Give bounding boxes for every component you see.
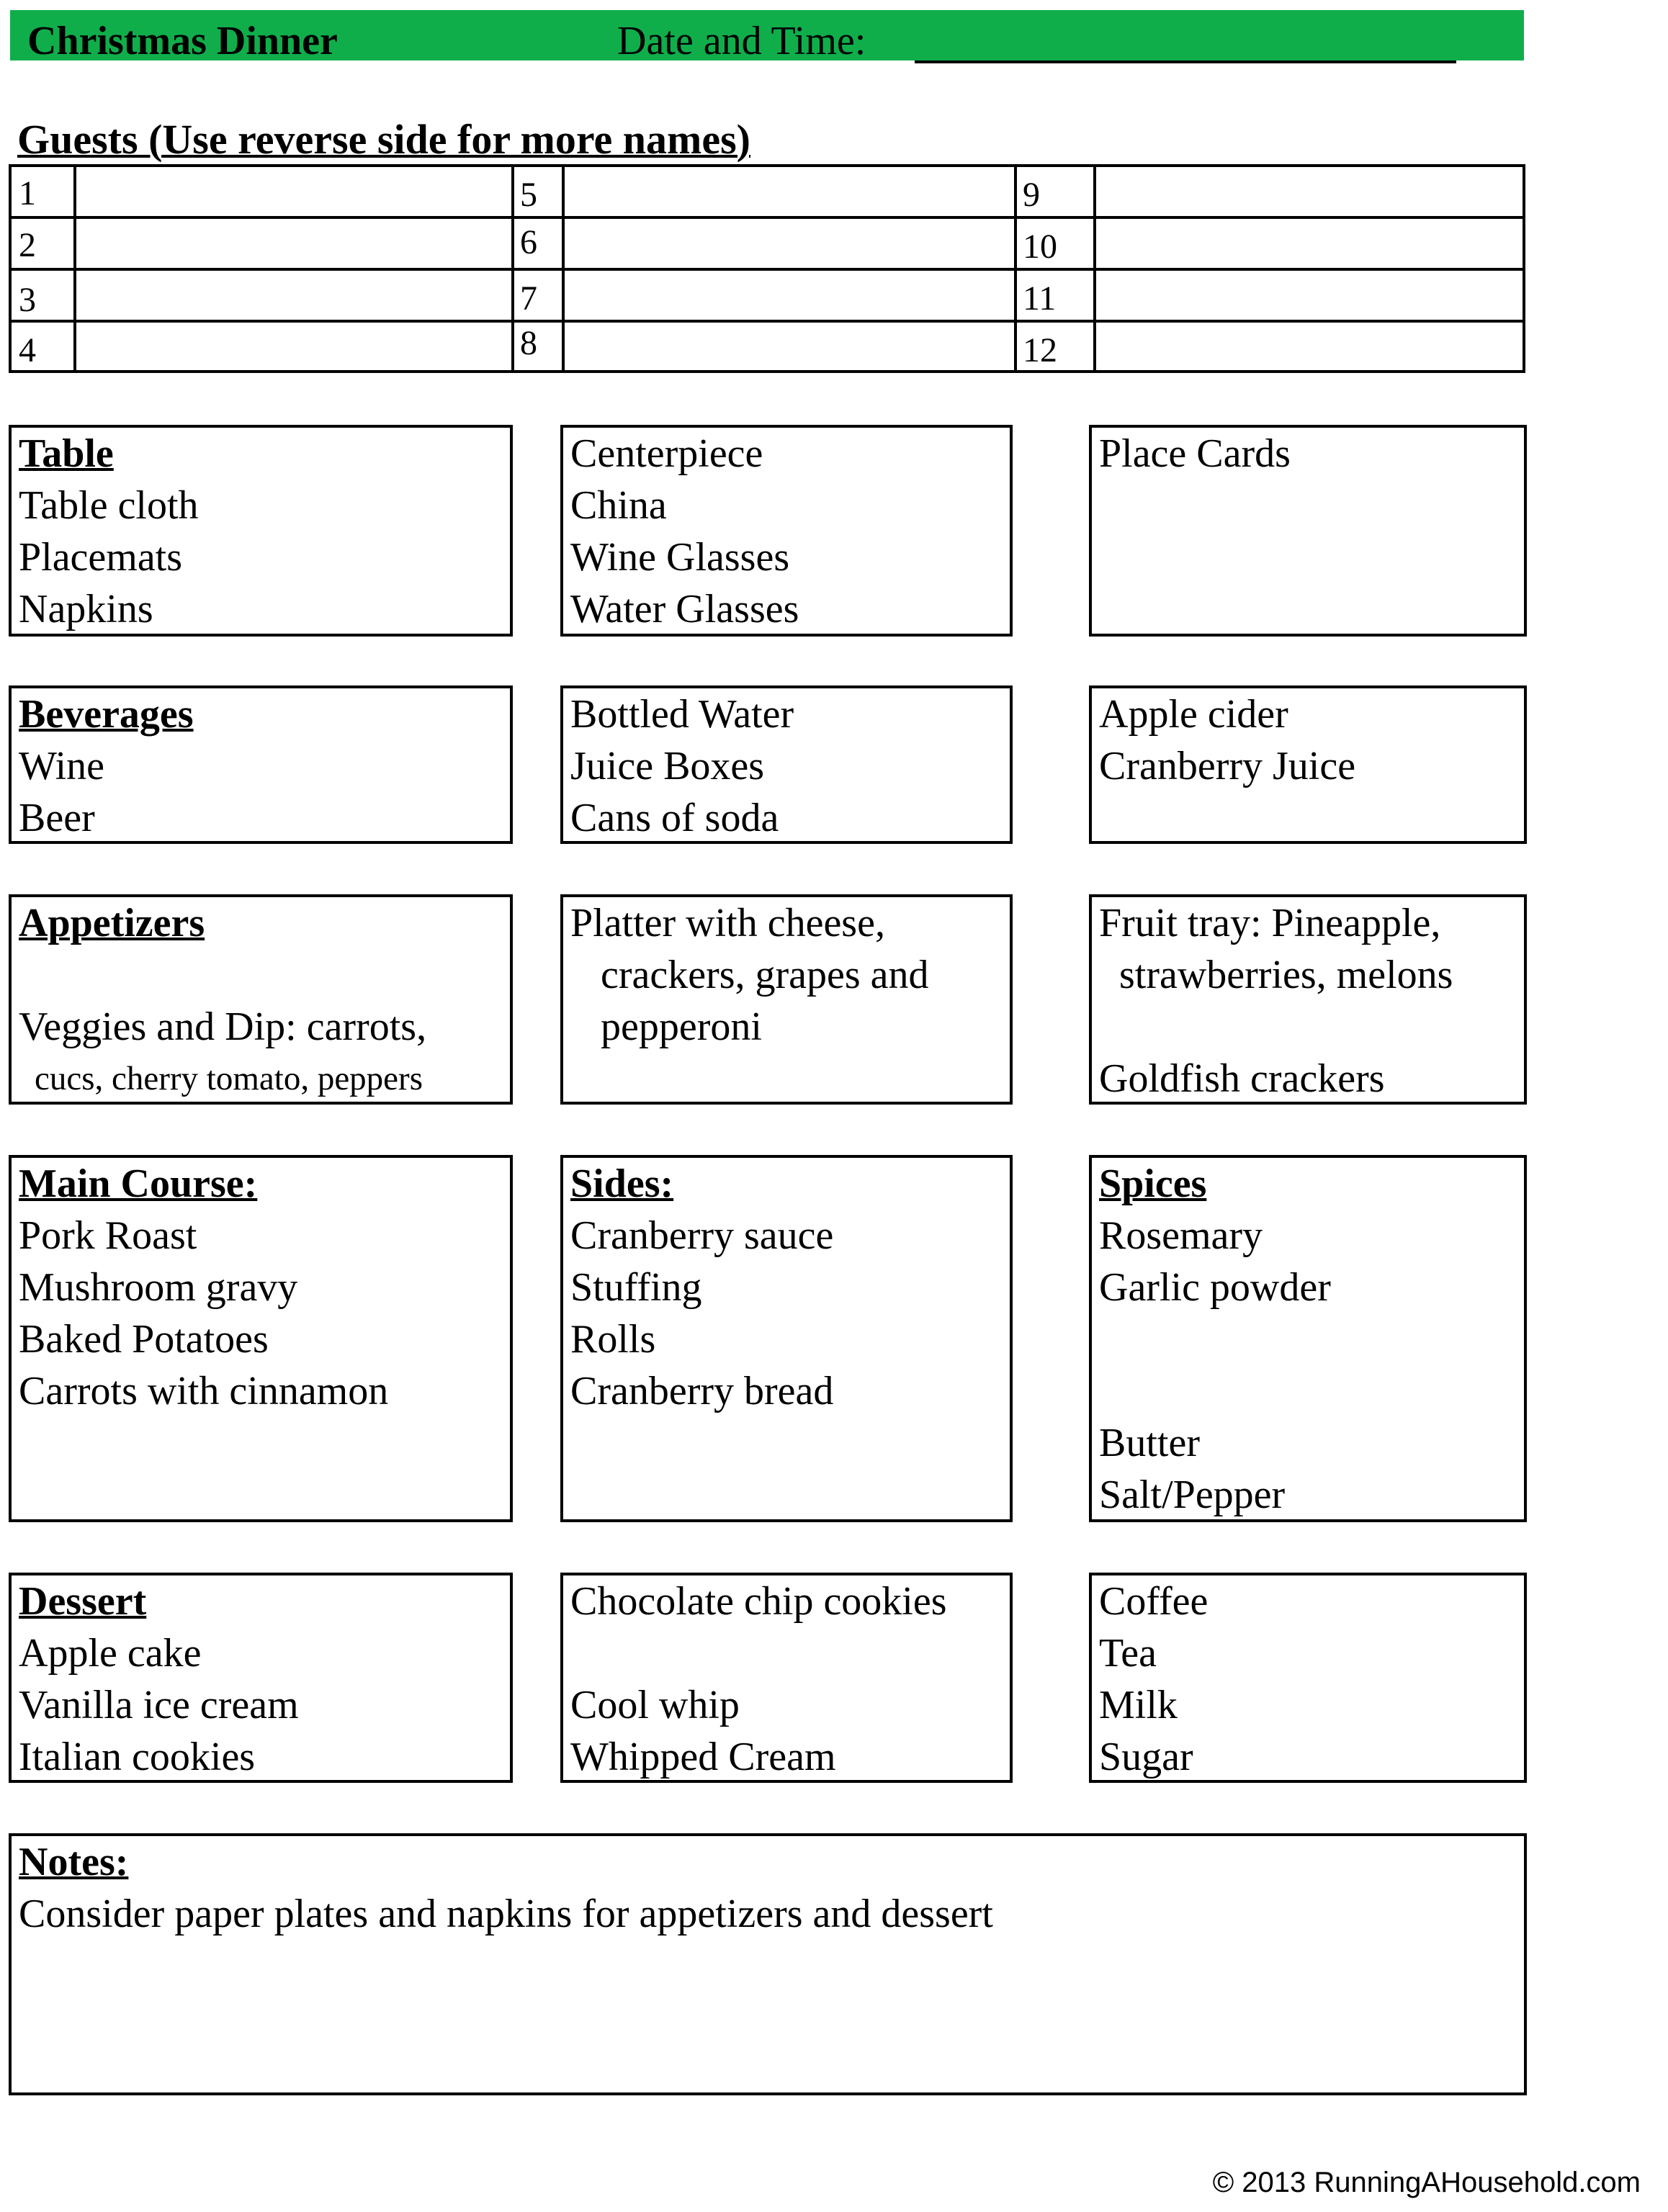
dessert-heading: Dessert xyxy=(19,1579,147,1624)
guest-number: 5 xyxy=(520,176,537,214)
list-item: Placemats xyxy=(19,535,183,580)
guest-number: 3 xyxy=(19,281,36,319)
list-item: Chocolate chip cookies xyxy=(570,1579,947,1624)
notes-box xyxy=(9,1833,1527,2095)
appetizers-col3-box xyxy=(1089,894,1527,1105)
notes-heading: Notes: xyxy=(19,1840,129,1884)
guest-number: 11 xyxy=(1023,279,1057,318)
list-item: Apple cider xyxy=(1099,692,1288,737)
list-item: Goldfish crackers xyxy=(1099,1056,1385,1101)
list-item: Vanilla ice cream xyxy=(19,1683,299,1727)
guest-name-field[interactable] xyxy=(565,167,1011,216)
beverages-heading: Beverages xyxy=(19,692,194,737)
list-item: Apple cake xyxy=(19,1631,202,1676)
list-item: Napkins xyxy=(19,587,153,631)
header-bar xyxy=(10,10,1524,63)
appetizers-heading: Appetizers xyxy=(19,901,205,945)
list-item: Veggies and Dip: carrots, xyxy=(19,1004,427,1049)
guest-number: 2 xyxy=(19,226,36,264)
guests-row-divider xyxy=(12,268,1523,271)
notes-text: Consider paper plates and napkins for appetizers and dessert xyxy=(19,1892,993,1936)
table-heading: Table xyxy=(19,431,114,476)
list-item: Table cloth xyxy=(19,483,199,528)
list-item: Rosemary xyxy=(1099,1213,1263,1258)
page-title: Christmas Dinner xyxy=(27,19,338,63)
list-item: Fruit tray: Pineapple, xyxy=(1099,901,1441,945)
appetizers-box xyxy=(9,894,513,1105)
guest-number: 4 xyxy=(19,331,36,369)
list-item: Cranberry sauce xyxy=(570,1213,834,1258)
table-box xyxy=(9,425,513,637)
list-item: Pork Roast xyxy=(19,1213,197,1258)
list-item: Italian cookies xyxy=(19,1735,256,1779)
spices-heading: Spices xyxy=(1099,1161,1207,1206)
list-item: Whipped Cream xyxy=(570,1735,836,1779)
guest-number: 6 xyxy=(520,223,537,261)
copyright-text: © 2013 RunningAHousehold.com xyxy=(1212,2167,1641,2198)
beverages-col2-box xyxy=(560,685,1013,844)
list-item: Tea xyxy=(1099,1631,1157,1676)
main-course-box xyxy=(9,1155,513,1522)
list-item: Beer xyxy=(19,796,95,840)
dessert-col2-box xyxy=(560,1573,1013,1783)
guest-number: 10 xyxy=(1023,228,1057,266)
list-item: Juice Boxes xyxy=(570,744,765,788)
list-item: Coffee xyxy=(1099,1579,1209,1624)
guest-name-field[interactable] xyxy=(76,167,508,216)
spices-box xyxy=(1089,1155,1527,1522)
guest-number: 7 xyxy=(520,279,537,318)
guest-name-field[interactable] xyxy=(1096,167,1523,216)
list-item: Garlic powder xyxy=(1099,1265,1331,1310)
guest-number: 9 xyxy=(1023,176,1040,214)
list-item: China xyxy=(570,483,667,528)
list-item: Wine xyxy=(19,744,105,788)
guest-number: 8 xyxy=(520,324,537,362)
list-item: Platter with cheese, xyxy=(570,901,885,945)
table-col2-box xyxy=(560,425,1013,637)
guests-heading: Guests (Use reverse side for more names) xyxy=(17,116,750,163)
list-item: Rolls xyxy=(570,1317,656,1362)
list-item: Cool whip xyxy=(570,1683,740,1727)
list-item: Salt/Pepper xyxy=(1099,1473,1286,1517)
date-time-label: Date and Time: xyxy=(617,19,866,63)
list-item: Milk xyxy=(1099,1683,1178,1727)
list-item: Centerpiece xyxy=(570,431,763,476)
beverages-col3-box xyxy=(1089,685,1527,844)
list-item: Place Cards xyxy=(1099,431,1291,476)
guests-row-divider xyxy=(12,216,1523,219)
guests-table xyxy=(9,164,1525,373)
list-item: Mushroom gravy xyxy=(19,1265,298,1310)
list-item: Baked Potatoes xyxy=(19,1317,269,1362)
list-item: Stuffing xyxy=(570,1265,702,1310)
table-col3-box xyxy=(1089,425,1527,637)
list-item: Cans of soda xyxy=(570,796,779,840)
sides-box xyxy=(560,1155,1013,1522)
list-item: crackers, grapes and xyxy=(601,953,929,997)
dessert-col3-box xyxy=(1089,1573,1527,1783)
list-item: pepperoni xyxy=(601,1004,762,1049)
dessert-box xyxy=(9,1573,513,1783)
date-time-field[interactable] xyxy=(915,60,1456,63)
sides-heading: Sides: xyxy=(570,1161,674,1206)
beverages-box xyxy=(9,685,513,844)
list-item: cucs, cherry tomato, peppers xyxy=(35,1060,423,1097)
appetizers-col2-box xyxy=(560,894,1013,1105)
list-item: strawberries, melons xyxy=(1119,953,1453,997)
list-item: Carrots with cinnamon xyxy=(19,1369,389,1413)
guests-row-divider xyxy=(12,320,1523,323)
list-item: Cranberry Juice xyxy=(1099,744,1356,788)
list-item: Water Glasses xyxy=(570,587,799,631)
guest-number: 1 xyxy=(19,174,36,212)
guest-number: 12 xyxy=(1023,331,1057,369)
list-item: Bottled Water xyxy=(570,692,794,737)
list-item: Cranberry bread xyxy=(570,1369,834,1413)
list-item: Sugar xyxy=(1099,1735,1193,1779)
list-item: Wine Glasses xyxy=(570,535,790,580)
list-item: Butter xyxy=(1099,1421,1200,1465)
main-course-heading: Main Course: xyxy=(19,1161,258,1206)
